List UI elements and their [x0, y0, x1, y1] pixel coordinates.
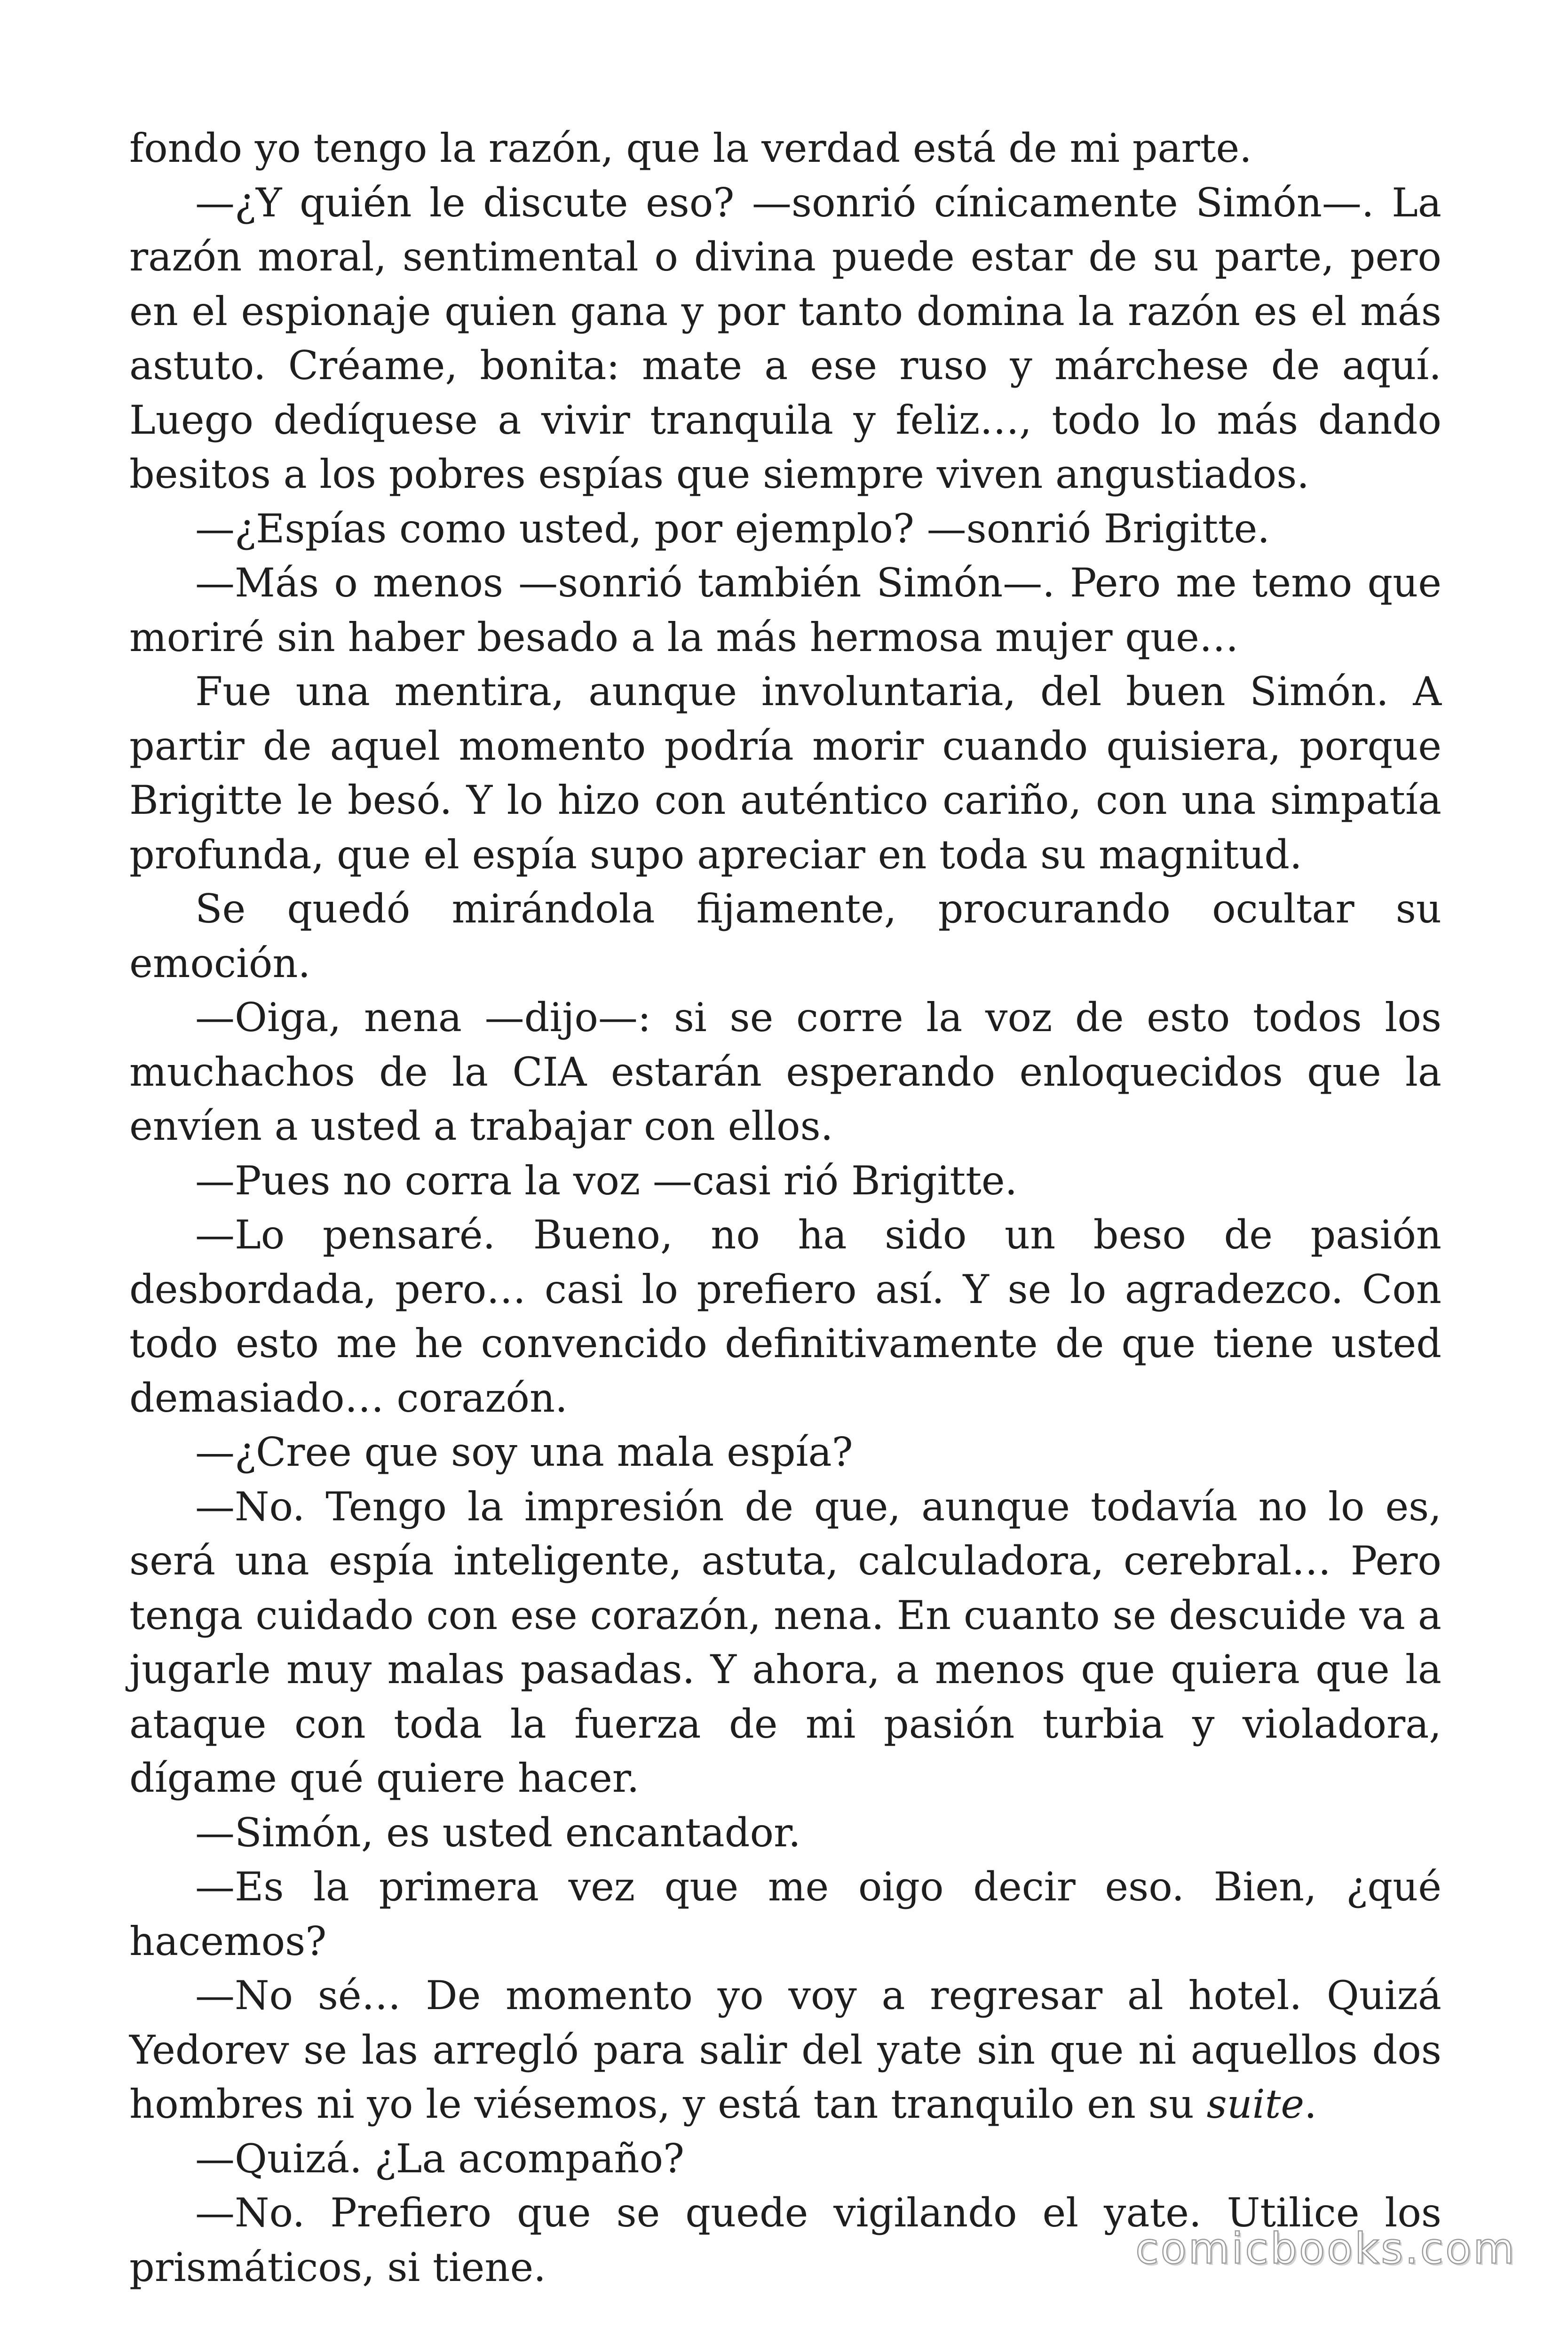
watermark: comicbooks.com	[1135, 2224, 1516, 2273]
paragraph	[129, 1969, 1441, 2132]
paragraph-text: .	[1304, 2081, 1317, 2127]
paragraph: —¿Cree que soy una mala espía?	[195, 1429, 853, 1475]
paragraph-text: —No sé… De momento yo voy a regresar al hotel. Quizá Yedorev se las arregló para salir del yate sin que ni aquellos dos hombres ni yo le viésemos, y está tan tranquilo en su	[129, 1972, 1441, 2127]
paragraph: —Lo pensaré. Bueno, no ha sido un beso de pasión desbordada, pero… casi lo prefiero así. Y se lo agradezco. Con todo esto me he convencido definitivamente de que tiene usted demasiado… corazón.	[129, 1212, 1441, 1421]
italic-word: suite	[1206, 2081, 1305, 2127]
paragraph: —Oiga, nena —dijo—: si se corre la voz de esto todos los muchachos de la CIA estarán esperando enloquecidos que la envíen a usted a trabajar con ellos.	[129, 994, 1441, 1149]
paragraph: —Es la primera vez que me oigo decir eso. Bien, ¿qué hacemos?	[129, 1864, 1441, 1964]
paragraph: Se quedó mirándola fijamente, procurando ocultar su emoción.	[129, 886, 1441, 986]
paragraph: —Simón, es usted encantador.	[195, 1809, 801, 1856]
paragraph: Fue una mentira, aunque involuntaria, del buen Simón. A partir de aquel momento podría morir cuando quisiera, porque Brigitte le besó. Y lo hizo con auténtico cariño, con una simpatía profunda, que el espía supo apreciar en toda su magnitud.	[129, 668, 1441, 878]
paragraph: —No. Tengo la impresión de que, aunque todavía no lo es, será una espía inteligente, astuta, calculadora, cerebral… Pero tenga cuidado con ese corazón, nena. En cuanto se descuide va a jugarle muy malas pasadas. Y ahora, a menos que quiera que la ataque con toda la fuerza de mi pasión turbia y violadora, dígame qué quiere hacer.	[129, 1483, 1441, 1801]
paragraph: —Pues no corra la voz —casi rió Brigitte.	[195, 1157, 1018, 1204]
paragraph: —¿Espías como usted, por ejemplo? —sonrió Brigitte.	[195, 505, 1270, 552]
paragraph: —Quizá. ¿La acompaño?	[195, 2135, 685, 2182]
paragraph: —Más o menos —sonrió también Simón—. Pero me temo que moriré sin haber besado a la más hermosa mujer que…	[129, 560, 1441, 660]
body-text	[129, 121, 1441, 2295]
paragraph: —No. Prefiero que se quede vigilando el yate. Utilice los prismáticos, si tiene.	[129, 2190, 1441, 2290]
paragraph: fondo yo tengo la razón, que la verdad está de mi parte.	[129, 125, 1252, 171]
paragraph: —¿Y quién le discute eso? —sonrió cínicamente Simón—. La razón moral, sentimental o divina puede estar de su parte, pero en el espionaje quien gana y por tanto domina la razón es el más astuto. Créame, bonita: mate a ese ruso y márchese de aquí. Luego dedíquese a vivir tranquila y feliz…, todo lo más dando besitos a los pobres espías que siempre viven angustiados.	[129, 179, 1441, 497]
